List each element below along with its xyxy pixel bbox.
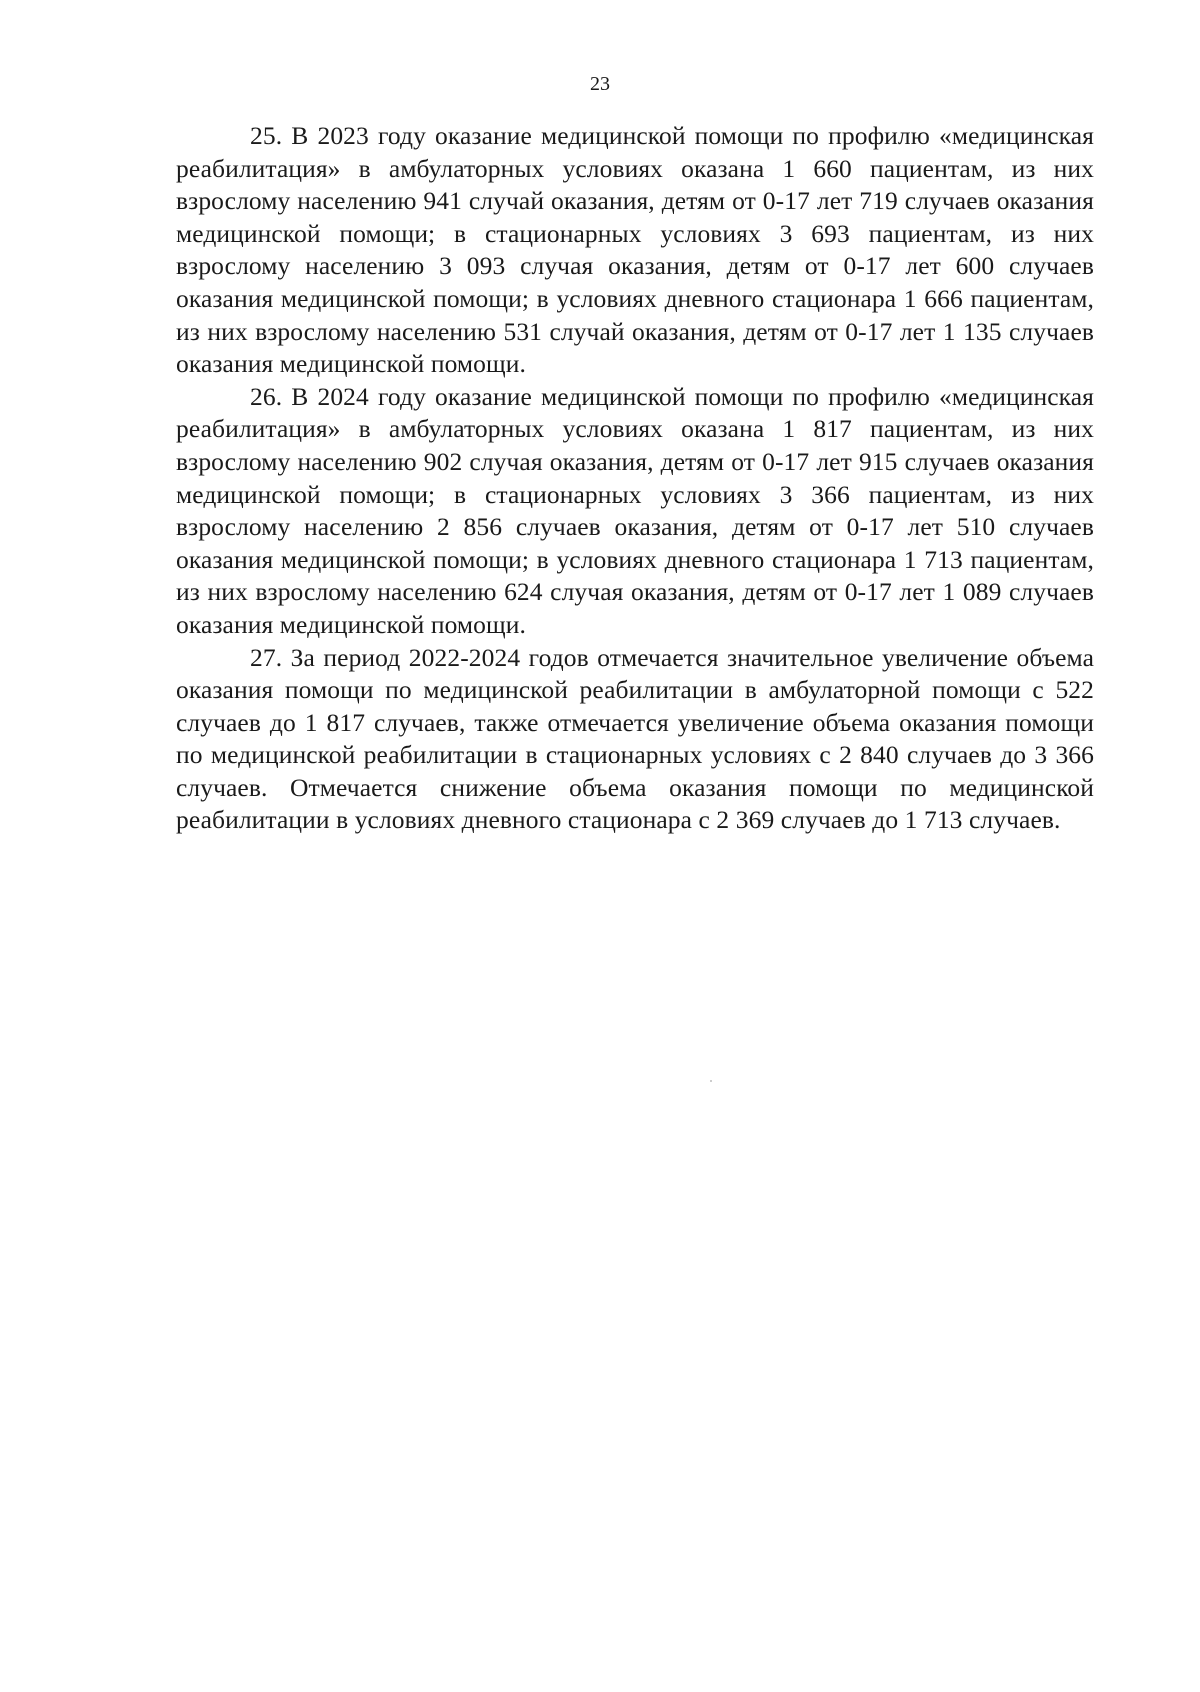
paragraph-number: 26. [250,381,283,411]
paragraph-text: В 2023 году оказание медицинской помощи по профилю «медицинская реабилитация» в амбулаторных условиях оказана 1 660 пациентам, из них взрослому населению 941 случай оказания, детям от 0-17 лет 719 случаев оказания медицинской помощи; в стационарных условиях 3 693 пациентам, из них взрослому населению 3 093 случая оказания, детям от 0-17 лет 600 случаев оказания медицинской помощи; в условиях дневного стационара 1 666 пациентам, из них взрослому населению 531 случай оказания, детям от 0-17 лет 1 135 случаев оказания медицинской помощи. [176,121,1094,379]
page-number: 23 [590,73,610,95]
paragraph-26 [176,381,1094,642]
paragraph-number: 25. [250,121,283,150]
paragraph-text: За период 2022-2024 годов отмечается значительное увеличение объема оказания помощи по медицинской реабилитации в амбулаторной помощи с 522 случаев до 1 817 случаев, также отмечается увеличение объема оказания помощи по медицинской реабилитации в стационарных условиях с 2 840 случаев до 3 366 случаев. Отмечается снижение объема оказания помощи по медицинской реабилитации в условиях дневного стационара с 2 369 случаев до 1 713 случаев. [176,642,1094,835]
paragraph-number: 27. [250,642,283,672]
paragraph-27 [176,642,1094,838]
paragraph-text: В 2024 году оказание медицинской помощи по профилю «медицинская реабилитация» в амбулаторных условиях оказана 1 817 пациентам, из них взрослому населению 902 случая оказания, детям от 0-17 лет 915 случаев оказания медицинской помощи; в стационарных условиях 3 366 пациентам, из них взрослому населению 2 856 случаев оказания, детям от 0-17 лет 510 случаев оказания медицинской помощи; в условиях дневного стационара 1 713 пациентам, из них взрослому населению 624 случая оказания, детям от 0-17 лет 1 089 случаев оказания медицинской помощи. [176,381,1094,639]
document-body [176,120,1094,837]
scan-speck [710,1080,712,1082]
paragraph-25 [176,120,1094,381]
